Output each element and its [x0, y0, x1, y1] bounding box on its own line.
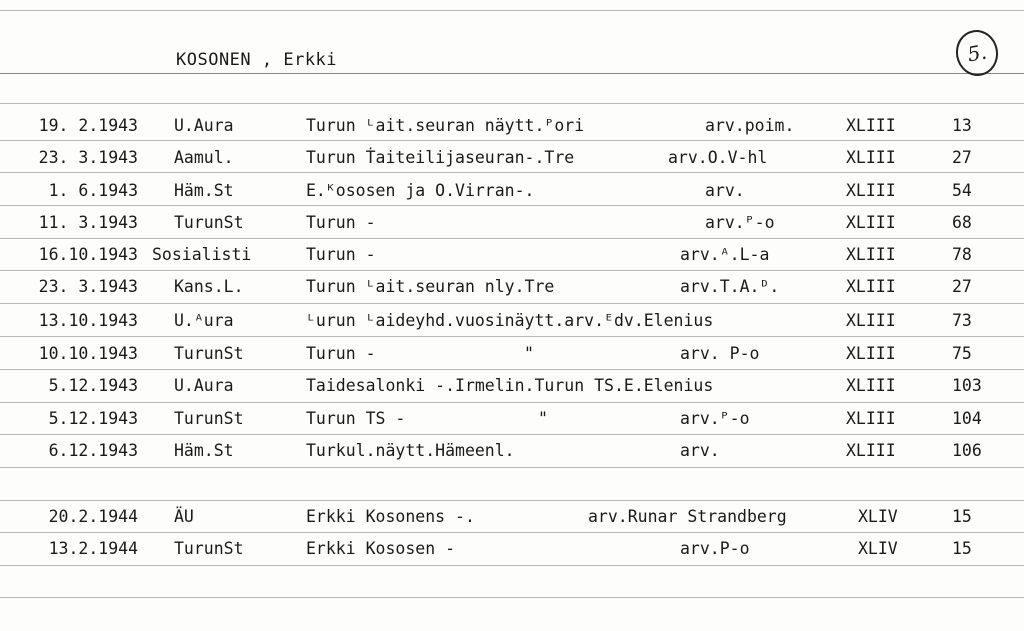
entry-volume: XLIII: [846, 441, 896, 460]
entry-volume: XLIII: [846, 116, 896, 135]
entry-row: [0, 441, 1024, 469]
entry-volume: XLIII: [846, 376, 896, 395]
entry-volume: XLIII: [846, 277, 896, 296]
entry-row: [0, 344, 1024, 372]
entry-title: Turun ᴸait.seuran nly.Tre: [306, 277, 555, 296]
entry-number: 104: [952, 409, 982, 428]
entry-title: Erkki Kososen -: [306, 539, 456, 558]
entry-number: 13: [952, 116, 972, 135]
entry-row: [0, 376, 1024, 404]
entry-row: [0, 245, 1024, 273]
entry-paper: U.Aura: [174, 116, 234, 135]
entry-author: arv.poim.: [705, 116, 795, 135]
entry-row: [0, 409, 1024, 437]
entry-number: 103: [952, 376, 982, 395]
entry-number: 75: [952, 344, 972, 363]
card-number: 5.: [952, 27, 1001, 80]
entry-paper: Kans.L.: [174, 277, 244, 296]
entry-volume: XLIV: [858, 507, 898, 526]
entry-title: Turun -: [306, 344, 376, 363]
entry-date: 19. 2.1943: [38, 116, 138, 135]
entry-number: 27: [952, 277, 972, 296]
entry-number: 15: [952, 507, 972, 526]
entry-date: 5.12.1943: [48, 376, 138, 395]
card-title: KOSONEN , Erkki: [176, 50, 338, 70]
entry-volume: XLIII: [846, 213, 896, 232]
entry-number: 78: [952, 245, 972, 264]
entry-date: 6.12.1943: [48, 441, 138, 460]
entry-author: arv.T.A.ᴰ.: [680, 277, 780, 296]
ditto-mark: ": [524, 344, 534, 363]
entry-date: 23. 3.1943: [38, 148, 138, 167]
entry-author: arv.: [705, 181, 745, 200]
entry-title: Erkki Kosonens -.: [306, 507, 475, 526]
entry-number: 15: [952, 539, 972, 558]
entry-author: arv. P-o: [680, 344, 760, 363]
entry-author: arv.ᴾ-o: [680, 409, 750, 428]
entry-paper: U.Aura: [174, 376, 234, 395]
entry-volume: XLIII: [846, 311, 896, 330]
entry-paper: Häm.St: [174, 181, 234, 200]
entry-paper: TurunSt: [174, 213, 244, 232]
entry-date: 11. 3.1943: [38, 213, 138, 232]
entry-paper: Aamul.: [174, 148, 234, 167]
entry-volume: XLIII: [846, 344, 896, 363]
entry-row: [0, 213, 1024, 241]
entry-date: 1. 6.1943: [48, 181, 138, 200]
entry-author: arv.ᴬ.L-a: [680, 245, 770, 264]
entry-title: Turun TS -: [306, 409, 406, 428]
entry-volume: XLIII: [846, 181, 896, 200]
entry-paper: U.ᴬura: [174, 311, 234, 330]
entry-date: 20.2.1944: [48, 507, 138, 526]
entry-row: [0, 148, 1024, 176]
entry-date: 10.10.1943: [38, 344, 138, 363]
entry-author: arv.: [680, 441, 720, 460]
entry-paper: TurunSt: [174, 409, 244, 428]
entry-title: Turun ᴸait.seuran näytt.ᴾori: [306, 116, 585, 135]
ditto-mark: ": [538, 409, 548, 428]
entry-row: [0, 539, 1024, 567]
entry-paper: ÄU: [174, 507, 194, 526]
entry-volume: XLIII: [846, 245, 896, 264]
entry-title: Turun -: [306, 245, 376, 264]
entry-date: 16.10.1943: [38, 245, 138, 264]
entry-paper: TurunSt: [174, 344, 244, 363]
entry-number: 54: [952, 181, 972, 200]
entry-date: 13.10.1943: [38, 311, 138, 330]
entry-row: [0, 116, 1024, 144]
entry-row: [0, 277, 1024, 305]
entry-title: Taidesalonki -.Irmelin.Turun TS.E.Elenius: [306, 376, 714, 395]
entry-title: ᴸurun ᴸaideyhd.vuosinäytt.arv.ᴱdv.Elenius: [306, 311, 714, 330]
entry-volume: XLIV: [858, 539, 898, 558]
entry-author: arv.Runar Strandberg: [588, 507, 787, 526]
entry-date: 23. 3.1943: [38, 277, 138, 296]
entry-number: 106: [952, 441, 982, 460]
entry-date: 5.12.1943: [48, 409, 138, 428]
entry-title: Turkul.näytt.Hämeenl.: [306, 441, 515, 460]
entry-row: [0, 181, 1024, 209]
entry-title: Turun Ṫaiteilijaseuran-.Tre: [306, 148, 575, 167]
entry-paper: Sosialisti: [152, 245, 252, 264]
entry-author: arv.ᴾ-o: [705, 213, 775, 232]
entry-number: 73: [952, 311, 972, 330]
entry-title: Turun -: [306, 213, 376, 232]
entry-author: arv.O.V-hl: [668, 148, 768, 167]
entry-paper: Häm.St: [174, 441, 234, 460]
entry-volume: XLIII: [846, 148, 896, 167]
entry-row: [0, 507, 1024, 535]
entry-paper: TurunSt: [174, 539, 244, 558]
entry-number: 68: [952, 213, 972, 232]
entry-number: 27: [952, 148, 972, 167]
entry-row: [0, 311, 1024, 339]
entry-volume: XLIII: [846, 409, 896, 428]
entry-title: E.ᴷososen ja O.Virran-.: [306, 181, 535, 200]
entry-author: arv.P-o: [680, 539, 750, 558]
entry-date: 13.2.1944: [48, 539, 138, 558]
